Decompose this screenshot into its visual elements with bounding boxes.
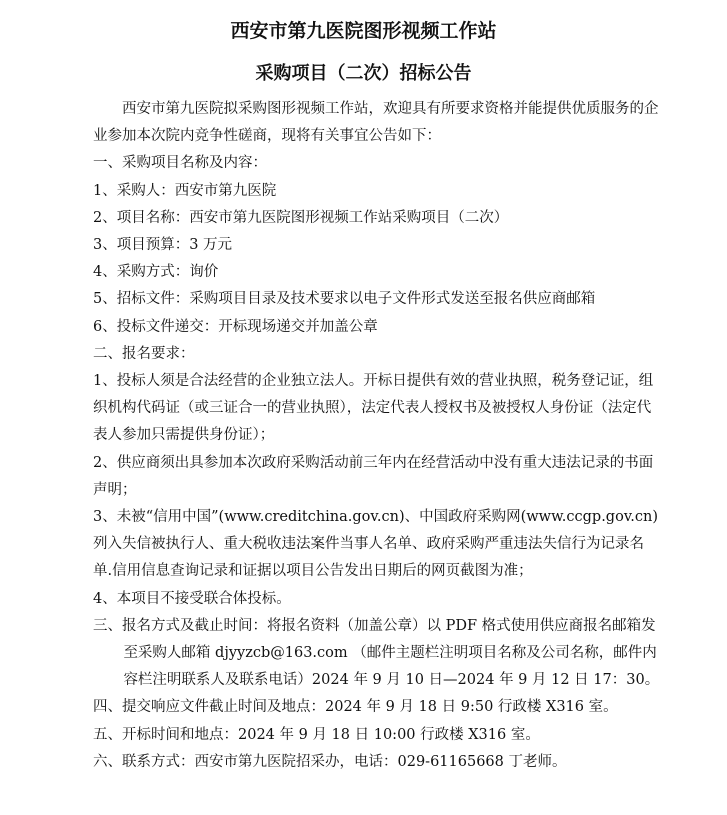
budget-item: 3、项目预算：3 万元 bbox=[93, 237, 233, 254]
procurement-method-item: 4、采购方式：询价 bbox=[93, 264, 219, 281]
section-4-deadline: 四、提交响应文件截止时间及地点：2024 年 9 月 18 日 9:50 行政楼 X316 室。 bbox=[93, 699, 618, 716]
section-3-registration: 三、报名方式及截止时间：将报名资料（加盖公章）以 PDF 格式使用供应商报名邮箱发至采购人邮箱 djyyzcb@163.com （邮件主题栏注明项目名称及公司名称，邮件内容栏注明联系人及联系电话）2024 年 9 月 10 日—2024 年 9 月 12 日 17：30。 bbox=[93, 617, 660, 689]
bid-submission-item: 6、投标文件递交：开标现场递交并加盖公章 bbox=[93, 318, 378, 335]
section-5-opening: 五、开标时间和地点：2024 年 9 月 18 日 10:00 行政楼 X316 室。 bbox=[93, 726, 540, 743]
section-1-heading: 一、采购项目名称及内容： bbox=[93, 155, 267, 172]
document-subtitle: 采购项目（二次）招标公告 bbox=[255, 63, 472, 84]
requirement-4: 4、本项目不接受联合体投标。 bbox=[93, 590, 291, 607]
intro-paragraph: 西安市第九医院拟采购图形视频工作站，欢迎具有所要求资格并能提供优质服务的企业参加本次院内竞争性磋商，现将有关事宜公告如下： bbox=[93, 101, 659, 145]
section-6-contact: 六、联系方式：西安市第九医院招采办，电话：029-61165668 丁老师。 bbox=[93, 753, 567, 770]
requirement-1: 1、投标人须是合法经营的企业独立法人。开标日提供有效的营业执照，税务登记证，组织机构代码证（或三证合一的营业执照），法定代表人授权书及被授权人身份证（法定代表人参加只需提供身份证）； bbox=[93, 373, 654, 444]
purchaser-item: 1、采购人：西安市第九医院 bbox=[93, 182, 277, 199]
requirement-3: 3、未被“信用中国”(www.creditchina.gov.cn)、中国政府采购网(www.ccgp.gov.cn)列入失信被执行人、重大税收违法案件当事人名单、政府采购严重违法失信行为记录名单.信用信息查询记录和证据以项目公告发出日期后的网页截图为准； bbox=[93, 509, 659, 580]
document-title: 西安市第九医院图形视频工作站 bbox=[230, 20, 497, 42]
project-name-item: 2、项目名称：西安市第九医院图形视频工作站采购项目（二次） bbox=[93, 209, 509, 226]
section-2-heading: 二、报名要求： bbox=[93, 345, 195, 362]
requirement-2: 2、供应商须出具参加本次政府采购活动前三年内在经营活动中没有重大违法记录的书面声明； bbox=[93, 454, 654, 498]
tender-documents-item: 5、招标文件：采购项目目录及技术要求以电子文件形式发送至报名供应商邮箱 bbox=[93, 291, 596, 308]
document-body bbox=[93, 96, 663, 776]
